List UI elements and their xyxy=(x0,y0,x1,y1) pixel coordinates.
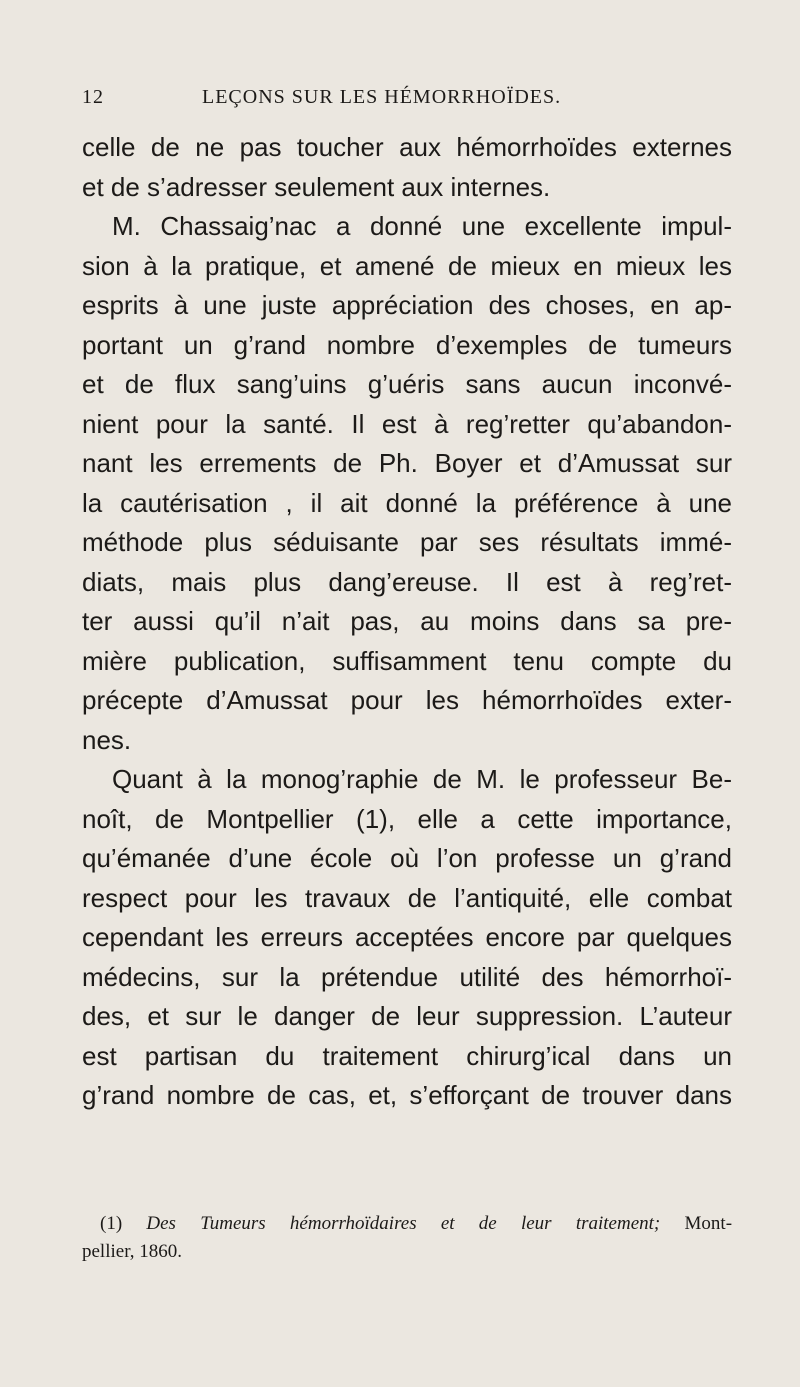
running-title: LEÇONS SUR LES HÉMORRHOÏDES. xyxy=(202,86,562,108)
footnote-place-end: pellier, 1860. xyxy=(82,1241,183,1262)
text-line: et de flux sang’uins g’uéris sans aucun inconvé- xyxy=(82,369,732,399)
text-line: nant les errements de Ph. Boyer et d’Amussat sur xyxy=(82,448,732,478)
text-line: Quant à la monog’raphie de M. le professeur Be- xyxy=(112,764,732,794)
text-line: celle de ne pas toucher aux hémorrhoïdes externes xyxy=(82,132,732,162)
text-line: nient pour la santé. Il est à reg’retter qu’abandon- xyxy=(82,408,732,439)
text-line: cependant les erreurs acceptées encore par quelques xyxy=(82,922,732,952)
text-line: respect pour les travaux de l’antiquité, elle combat xyxy=(82,882,732,913)
text-line: sion à la pratique, et amené de mieux en mieux les xyxy=(82,250,732,281)
text-line: la cautérisation , il ait donné la préférence à une xyxy=(82,487,732,518)
text-line: mière publication, suffisamment tenu compte du xyxy=(82,645,732,676)
text-line: noît, de Montpellier (1), elle a cette importance, xyxy=(82,803,732,834)
text-line: diats, mais plus dang’ereuse. Il est à reg’ret- xyxy=(82,566,732,597)
footnote xyxy=(82,1210,732,1266)
text-line: est partisan du traitement chirurg’ical dans un xyxy=(82,1040,732,1071)
text-line: des, et sur le danger de leur suppression. L’auteur xyxy=(82,1001,732,1031)
text-line: qu’émanée d’une école où l’on professe un g’rand xyxy=(82,843,732,873)
text-line: précepte d’Amussat pour les hémorrhoïdes exter- xyxy=(82,685,732,715)
text-line: esprits à une juste appréciation des choses, en ap- xyxy=(82,290,732,320)
body-text xyxy=(82,128,732,1116)
text-line: médecins, sur la prétendue utilité des hémorrhoï- xyxy=(82,961,732,992)
text-line: et de s’adresser seulement aux internes. xyxy=(82,171,551,202)
page-number: 12 xyxy=(82,86,104,108)
text-line: portant un g’rand nombre d’exemples de tumeurs xyxy=(82,329,732,360)
footnote-marker: (1) xyxy=(100,1213,123,1234)
footnote-place-start: Mont- xyxy=(684,1213,733,1234)
text-line: M. Chassaig’nac a donné une excellente impul- xyxy=(112,211,732,241)
text-line: g’rand nombre de cas, et, s’efforçant de trouver dans xyxy=(82,1080,732,1110)
text-line: ter aussi qu’il n’ait pas, au moins dans sa pre- xyxy=(82,606,732,636)
text-line: méthode plus séduisante par ses résultats immé- xyxy=(82,527,732,557)
footnote-title: Des Tumeurs hémorrhoïdaires et de leur traitement; xyxy=(146,1213,661,1234)
footnote-first-line xyxy=(82,1210,732,1238)
text-line: nes. xyxy=(82,724,132,755)
